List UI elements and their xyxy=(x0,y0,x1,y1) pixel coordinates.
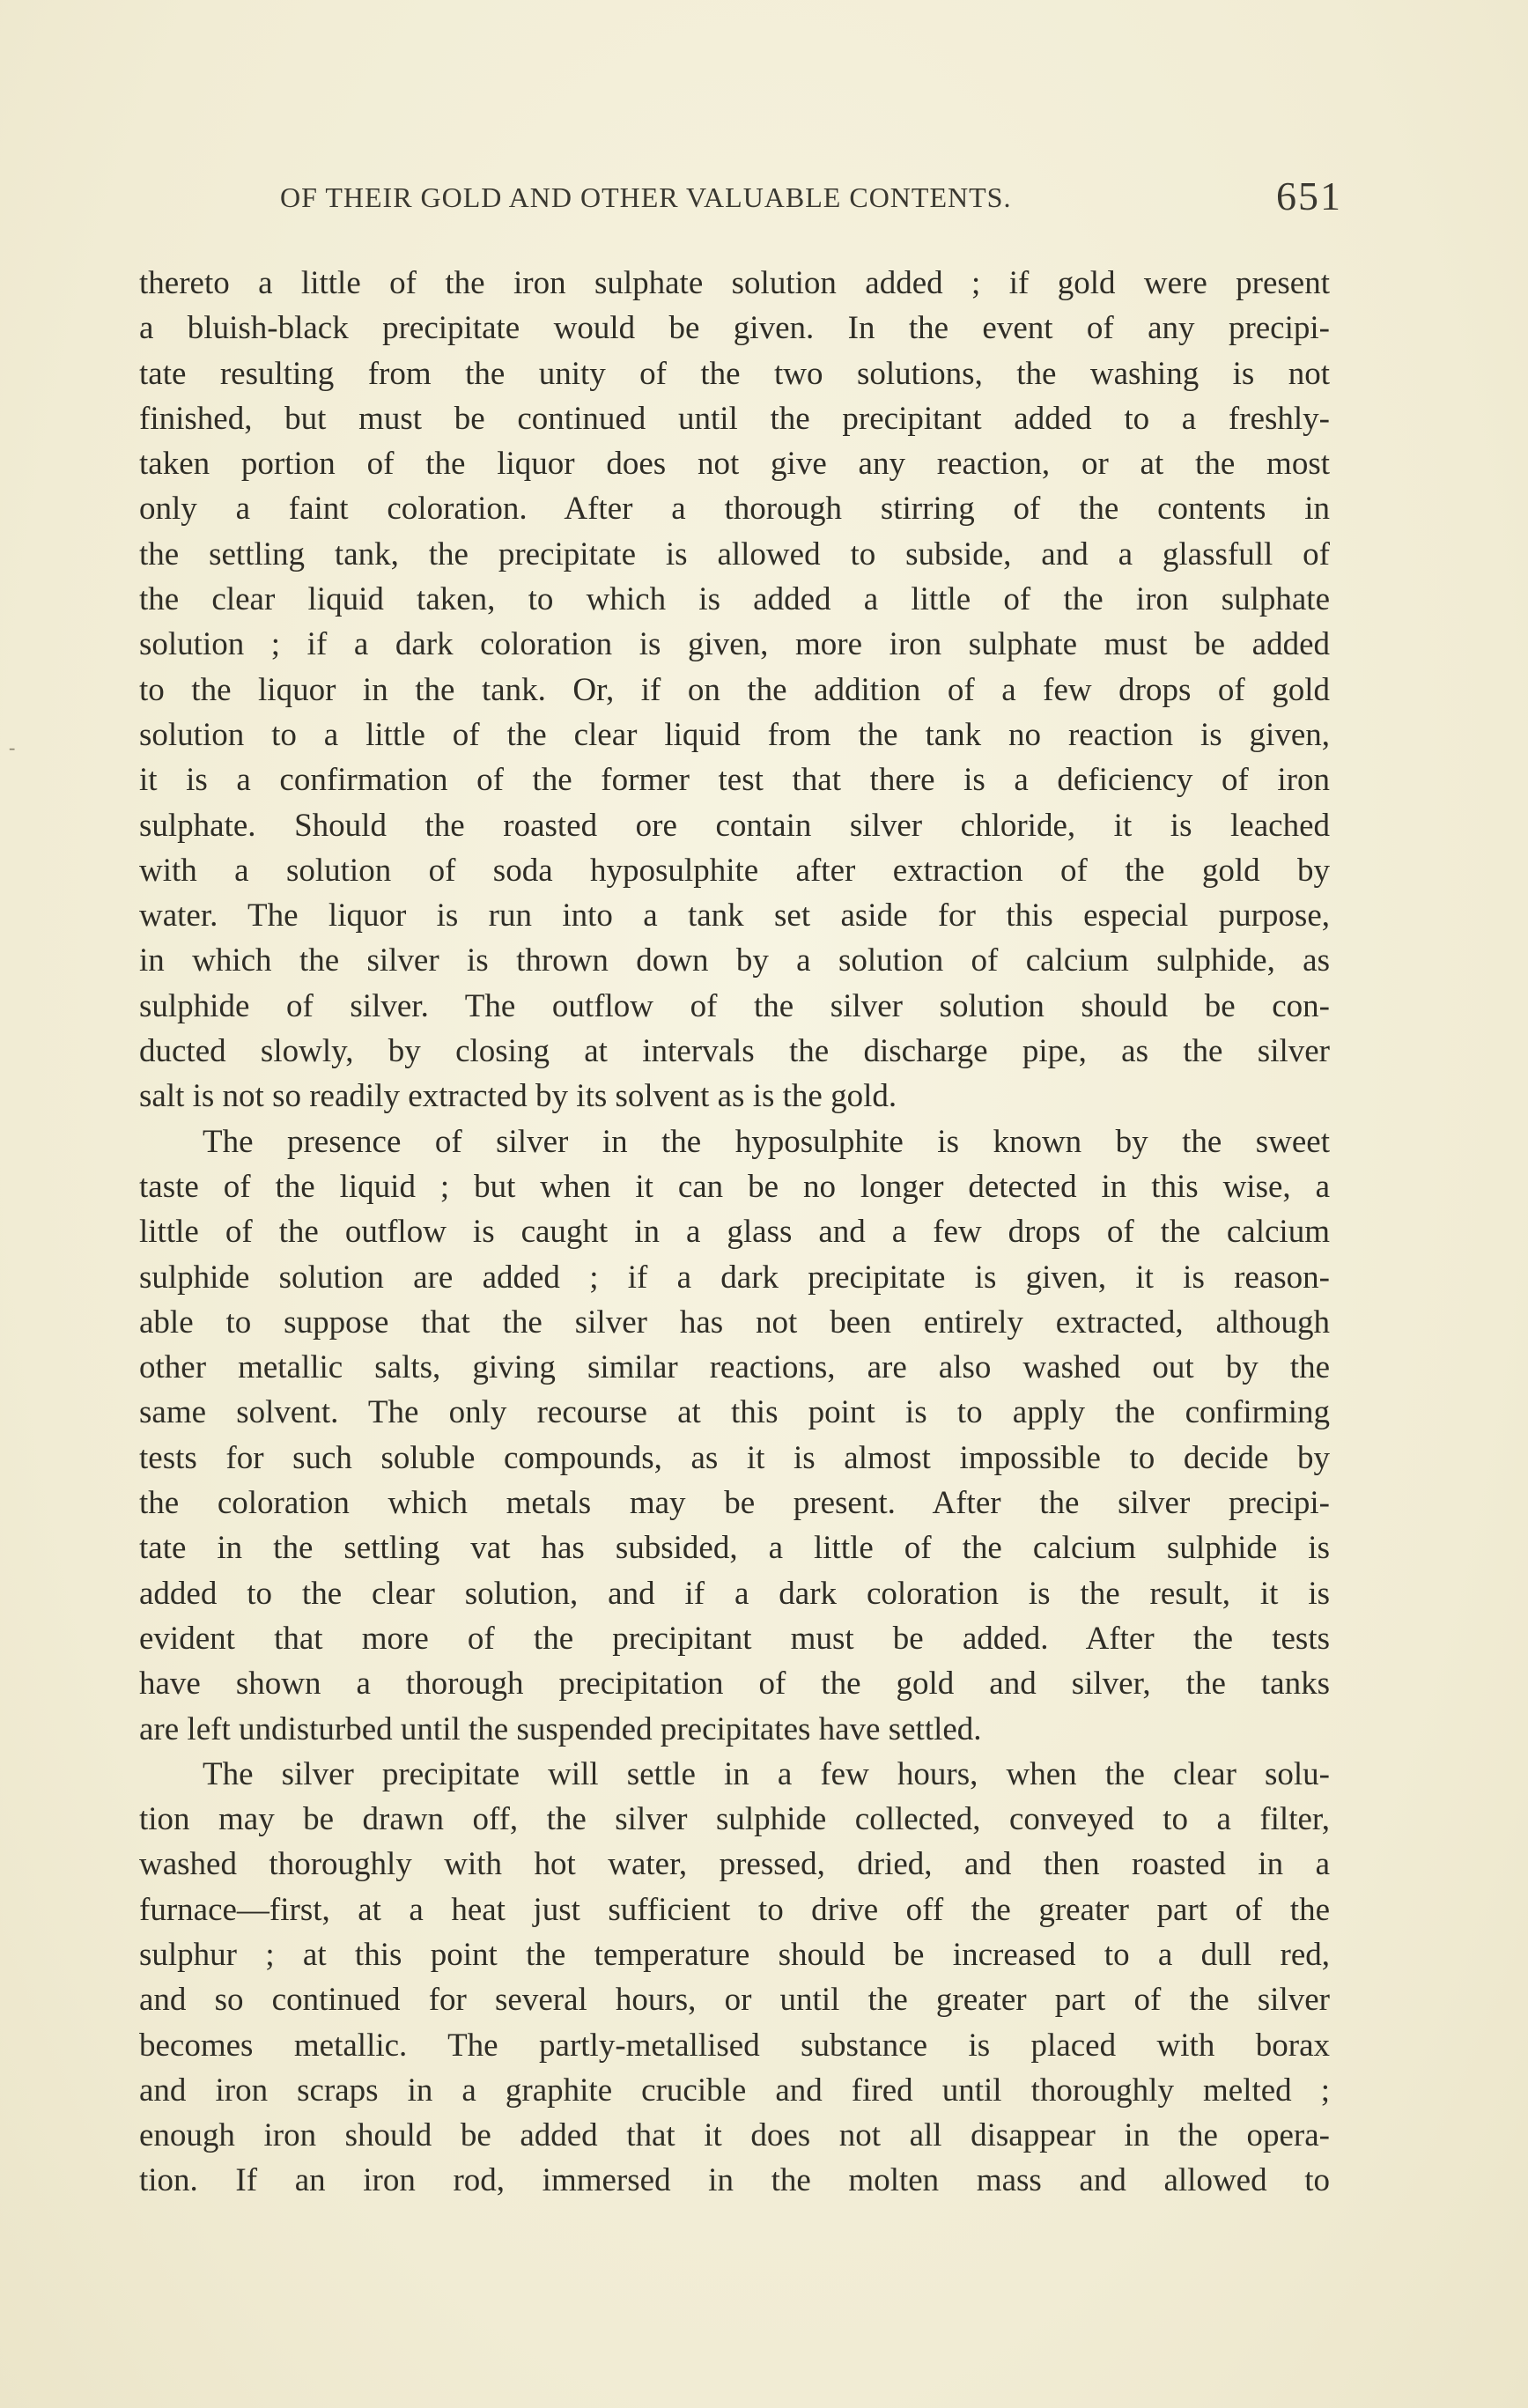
paragraph-first-line: The silver precipitate will settle in a few hours, when the clear solu- xyxy=(203,1755,1330,1792)
text-line: able to suppose that the silver has not been entirely extracted, although xyxy=(139,1304,1330,1341)
text-line: tion. If an iron rod, immersed in the molten mass and allowed to xyxy=(139,2162,1330,2199)
text-line: thereto a little of the iron sulphate solution added ; if gold were present xyxy=(139,265,1330,301)
text-line: little of the outflow is caught in a glass and a few drops of the calcium xyxy=(139,1214,1330,1251)
text-line: furnace—first, at a heat just sufficient to drive off the greater part of the xyxy=(139,1891,1330,1928)
text-line: in which the silver is thrown down by a solution of calcium sulphide, as xyxy=(139,942,1330,979)
text-line: ducted slowly, by closing at intervals the discharge pipe, as the silver xyxy=(139,1033,1330,1070)
text-line: enough iron should be added that it does not all disappear in the opera- xyxy=(139,2117,1330,2154)
text-line: the settling tank, the precipitate is allowed to subside, and a glassfull of xyxy=(139,536,1330,572)
text-line: tate in the settling vat has subsided, a little of the calcium sulphide is xyxy=(139,1530,1330,1567)
text-line: and iron scraps in a graphite crucible and fired until thoroughly melted ; xyxy=(139,2072,1330,2109)
text-line: with a solution of soda hyposulphite after extraction of the gold by xyxy=(139,852,1330,889)
text-line: are left undisturbed until the suspended precipitates have settled. xyxy=(139,1710,982,1747)
margin-mark: - xyxy=(9,736,16,758)
text-line: the clear liquid taken, to which is added a little of the iron sulphate xyxy=(139,581,1330,618)
text-line: it is a confirmation of the former test that there is a deficiency of iron xyxy=(139,762,1330,799)
text-line: a bluish-black precipitate would be given. In the event of any precipi- xyxy=(139,310,1330,347)
text-line: washed thoroughly with hot water, pressed, dried, and then roasted in a xyxy=(139,1846,1330,1883)
text-line: only a faint coloration. After a thorough stirring of the contents in xyxy=(139,491,1330,528)
text-line: same solvent. The only recourse at this point is to apply the confirming xyxy=(139,1394,1330,1431)
text-line: solution ; if a dark coloration is given, more iron sulphate must be added xyxy=(139,626,1330,663)
running-header xyxy=(280,173,1355,225)
text-line: finished, but must be continued until the precipitant added to a freshly- xyxy=(139,400,1330,437)
text-line: the coloration which metals may be present. After the silver precipi- xyxy=(139,1485,1330,1522)
text-line: taste of the liquid ; but when it can be no longer detected in this wise, a xyxy=(139,1168,1330,1205)
text-line: sulphur ; at this point the temperature should be increased to a dull red, xyxy=(139,1936,1330,1973)
text-line: added to the clear solution, and if a dark coloration is the result, it is xyxy=(139,1575,1330,1612)
text-line: to the liquor in the tank. Or, if on the addition of a few drops of gold xyxy=(139,671,1330,708)
text-line: solution to a little of the clear liquid from the tank no reaction is given, xyxy=(139,716,1330,753)
text-line: have shown a thorough precipitation of the gold and silver, the tanks xyxy=(139,1666,1330,1703)
text-line: evident that more of the precipitant must be added. After the tests xyxy=(139,1620,1330,1657)
body-text xyxy=(139,261,1330,2204)
text-line: other metallic salts, giving similar reactions, are also washed out by the xyxy=(139,1349,1330,1386)
text-line: salt is not so readily extracted by its solvent as is the gold. xyxy=(139,1078,897,1115)
text-line: becomes metallic. The partly-metallised substance is placed with borax xyxy=(139,2027,1330,2064)
text-line: sulphate. Should the roasted ore contain silver chloride, it is leached xyxy=(139,807,1330,844)
paragraph-first-line: The presence of silver in the hyposulphite is known by the sweet xyxy=(203,1123,1330,1160)
text-line: water. The liquor is run into a tank set aside for this especial purpose, xyxy=(139,897,1330,934)
running-title: OF THEIR GOLD AND OTHER VALUABLE CONTENTS. xyxy=(280,181,1012,213)
text-line: sulphide solution are added ; if a dark precipitate is given, it is reason- xyxy=(139,1259,1330,1296)
text-line: sulphide of silver. The outflow of the silver solution should be con- xyxy=(139,987,1330,1024)
text-line: tion may be drawn off, the silver sulphide collected, conveyed to a filter, xyxy=(139,1801,1330,1838)
text-line: and so continued for several hours, or until the greater part of the silver xyxy=(139,1982,1330,2019)
text-line: tests for such soluble compounds, as it is almost impossible to decide by xyxy=(139,1439,1330,1476)
text-line: tate resulting from the unity of the two solutions, the washing is not xyxy=(139,355,1330,392)
page-number: 651 xyxy=(1276,174,1342,218)
text-line: taken portion of the liquor does not give any reaction, or at the most xyxy=(139,446,1330,483)
